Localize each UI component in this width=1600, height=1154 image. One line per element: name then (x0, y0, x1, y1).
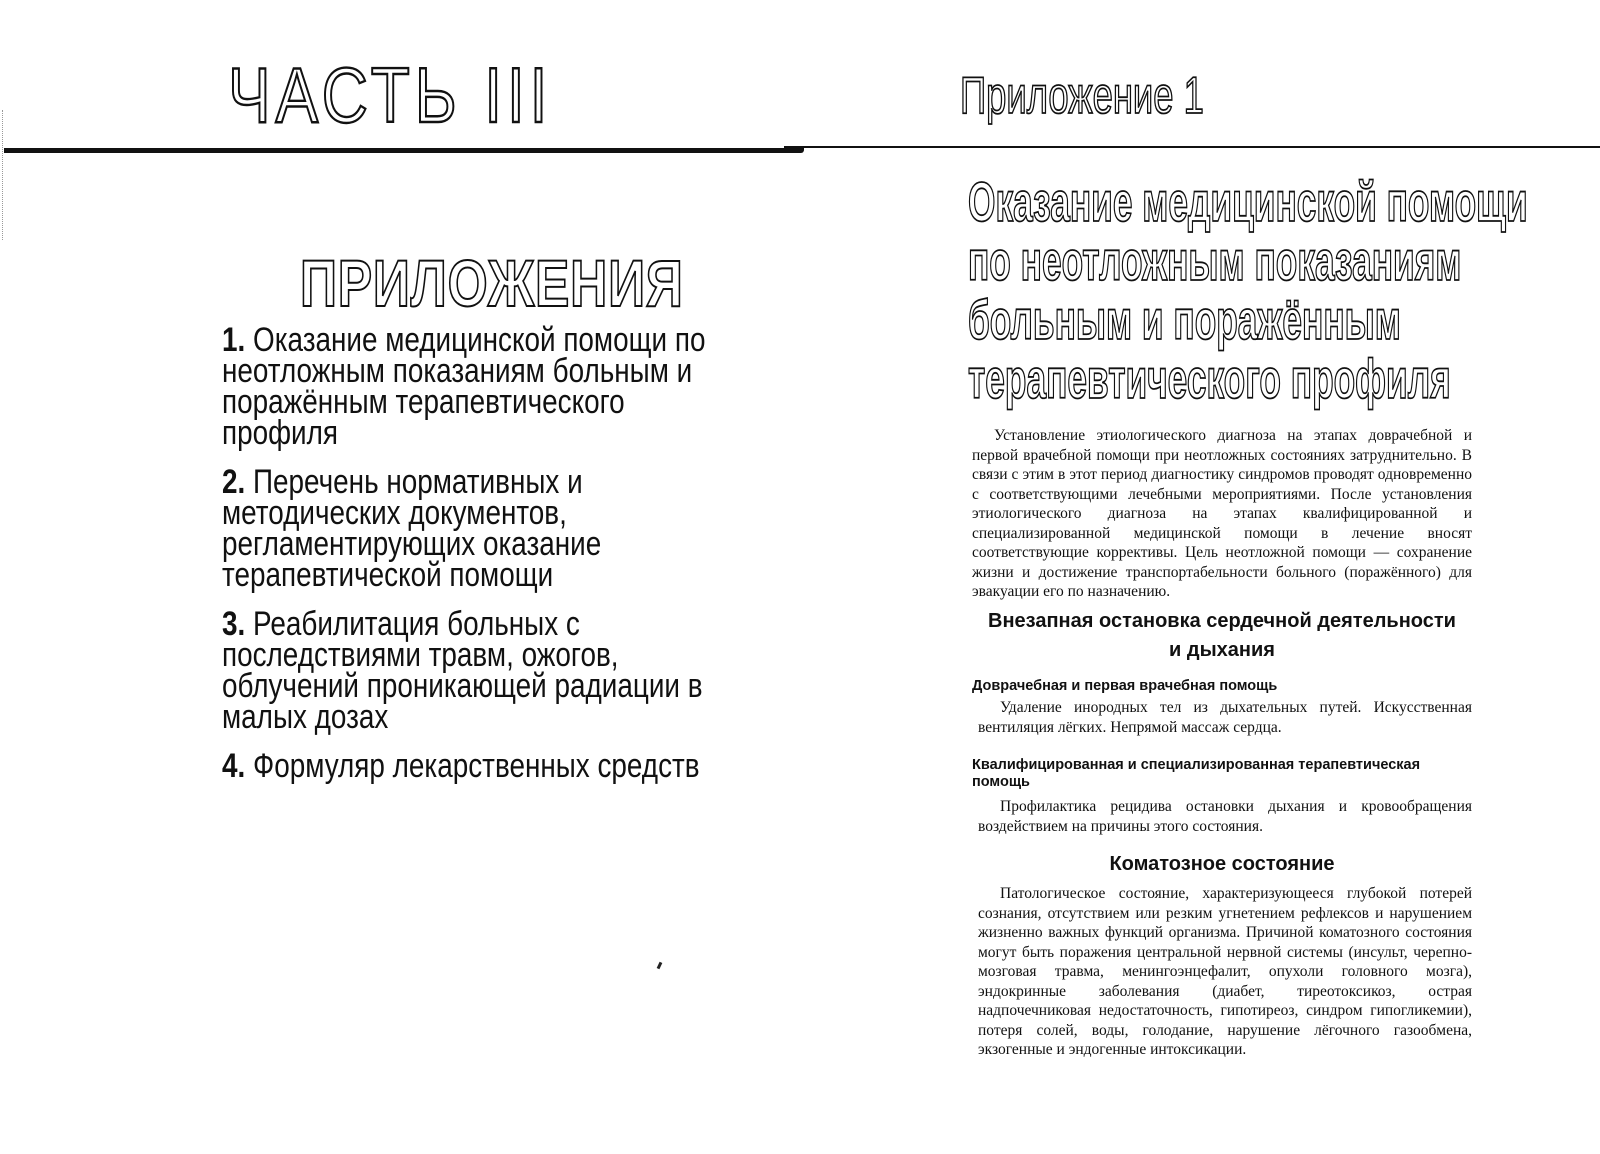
print-speck (657, 962, 663, 970)
title-line: по неотложным показаниям (968, 229, 1462, 292)
paragraph-coma: Патологическое состояние, характеризующееся глубокой потерей сознания, отсутствием или резким угнетением рефлексов и нарушением жизненно важных функций организма. Причиной коматозного состояния могут быть поражения центральной нервной системы (инсульт, черепно-мозговая травма, менингоэнцефалит, опухоли головного мозга), эндокринные заболевания (диабет, тиреотоксикоз, острая надпочечниковая недостаточность, гипотиреоз, синдром гипогликемии), потеря солей, воды, голодание, нарушение лёгочного газообмена, экзогенные и эндогенные интоксикации. (978, 885, 1472, 1058)
paragraph-specialized-care: Профилактика рецидива остановки дыхания и кровообращения воздействием на причины этого состояния. (978, 798, 1472, 835)
header-rule (4, 148, 804, 153)
intro-paragraph: Установление этиологического диагноза на этапах доврачебной и первой врачебной помощи при неотложных состояниях затруднительно. В связи с этим в этот период диагностику синдромов проводят одновременно с соответствующими лечебными мероприятиями. После установления этиологического диагноза на этапах квалифицированной и специализированной медицинской помощи в лечение вносят соответствующие коррективы. Цель неотложной помощи — сохранение жизни и достижение транспортабельности больного (поражённого) для эвакуации его по назначению. (972, 427, 1472, 600)
section-heading-coma: Коматозное состояние (1109, 853, 1335, 875)
list-item (222, 605, 747, 736)
item-text: Формуляр лекарственных средств (253, 747, 700, 785)
title-line: больным и поражённым (968, 288, 1401, 351)
item-text: Оказание медицинской помощи по неотложным показаниям больным и поражённым терапевтического профиля (222, 321, 706, 452)
right-page (800, 0, 1600, 1154)
section-heading-cardiac-arrest (972, 607, 1472, 665)
item-text: Перечень нормативных и методических документов, регламентирующих оказание терапевтической помощи (222, 463, 602, 594)
appendix-title (968, 170, 1528, 410)
appendix-label: Приложение 1 (960, 67, 1204, 125)
section-heading-line: и дыхания (1169, 639, 1275, 661)
item-number: 3. (222, 605, 246, 643)
title-line: Оказание медицинской помощи (968, 170, 1528, 233)
subheading-first-aid: Доврачебная и первая врачебная помощь (972, 678, 1278, 694)
item-number: 4. (222, 747, 246, 785)
subheading-specialized-care: Квалифицированная и специализированная терапевтическая помощь (972, 757, 1421, 790)
paragraph-first-aid: Удаление инородных тел из дыхательных путей. Искусственная вентиляция лёгких. Непрямой массаж сердца. (978, 699, 1472, 736)
item-text: Реабилитация больных с последствиями травм, ожогов, облучений проникающей радиации в малых дозах (222, 605, 703, 736)
appendices-list (222, 321, 747, 800)
section-heading-line: Внезапная остановка сердечной деятельности (988, 610, 1456, 632)
list-item (222, 321, 747, 452)
item-number: 1. (222, 321, 246, 359)
list-item (222, 463, 747, 594)
appendices-heading: ПРИЛОЖЕНИЯ (300, 246, 684, 320)
margin-marks (2, 110, 5, 240)
title-line: терапевтического профиля (968, 347, 1451, 410)
part-title: ЧАСТЬ III (228, 51, 553, 139)
item-number: 2. (222, 463, 246, 501)
list-item (222, 747, 747, 785)
header-rule (784, 146, 1600, 148)
